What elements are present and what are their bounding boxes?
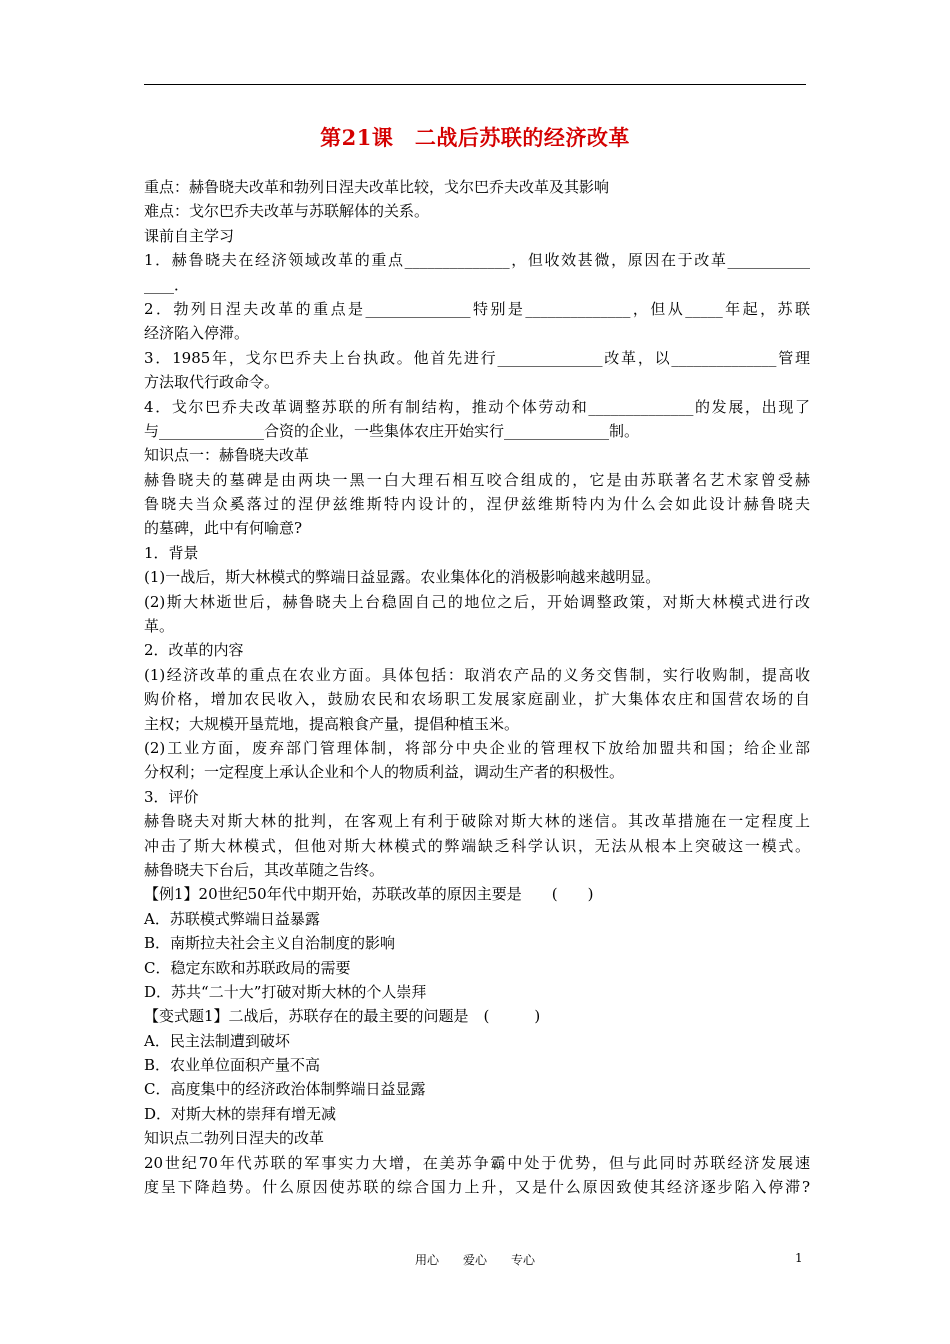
body-line: 主权；大规模开垦荒地，提高粮食产量，提倡种植玉米。: [144, 714, 520, 733]
body-line: ____．: [144, 275, 190, 294]
body-line: 知识点一：赫鲁晓夫改革: [144, 446, 310, 465]
body-line: 方法取代行政命令。: [144, 373, 280, 392]
body-line: 2．勃列日涅夫改革的重点是______________特别是______________，但从_____年起，苏联: [144, 299, 810, 318]
body-line: D．对斯大林的崇拜有增无减: [144, 1104, 337, 1123]
body-line: (2)斯大林逝世后，赫鲁晓夫上台稳固自己的地位之后，开始调整政策，对斯大林模式进行改: [144, 592, 810, 611]
lesson-body: [144, 175, 810, 1199]
body-line: 【例1】20世纪50年代中期开始，苏联改革的原因主要是 ( ): [144, 885, 594, 904]
lesson-title: 第21课 二战后苏联的经济改革: [320, 125, 630, 150]
body-line: 鲁晓夫当众奚落过的涅伊兹维斯特内设计的，涅伊兹维斯特内为什么会如此设计赫鲁晓夫: [144, 495, 810, 514]
body-line: 分权利；一定程度上承认企业和个人的物质利益，调动生产者的积极性。: [144, 763, 625, 782]
body-line: 难点：戈尔巴乔夫改革与苏联解体的关系。: [144, 202, 430, 221]
footer-slogan: 用心 爱心 专心: [414, 1253, 535, 1267]
body-line: 冲击了斯大林模式，但他对斯大林模式的弊端缺乏科学认识，无法从根本上突破这一模式。: [144, 836, 810, 855]
body-line: 赫鲁晓夫下台后，其改革随之告终。: [144, 860, 385, 879]
body-line: 3．评价: [144, 787, 199, 806]
body-line: 重点：赫鲁晓夫改革和勃列日涅夫改革比较，戈尔巴乔夫改革及其影响: [144, 178, 610, 196]
body-line: 4．戈尔巴乔夫改革调整苏联的所有制结构，推动个体劳动和______________的发展，出现了: [144, 397, 810, 416]
body-line: (1)经济改革的重点在农业方面。具体包括：取消农产品的义务交售制，实行收购制，提高收: [144, 665, 810, 684]
body-line: 购价格，增加农民收入，鼓励农民和农场职工发展家庭副业，扩大集体农庄和国营农场的自: [144, 690, 810, 709]
body-line: 1．赫鲁晓夫在经济领域改革的重点______________，但收效甚微，原因在于改革___________: [144, 251, 810, 270]
body-line: 3．1985年，戈尔巴乔夫上台执政。他首先进行______________改革，以______________管理: [144, 348, 810, 367]
body-line: 的墓碑，此中有何喻意?: [144, 519, 303, 538]
body-line: (1)一战后，斯大林模式的弊端日益显露。农业集体化的消极影响越来越明显。: [144, 568, 661, 587]
body-line: 课前自主学习: [144, 226, 235, 245]
body-line: 【变式题1】二战后，苏联存在的最主要的问题是 ( ): [144, 1007, 541, 1026]
body-line: 20世纪70年代苏联的军事实力大增，在美苏争霸中处于优势，但与此同时苏联经济发展速: [144, 1153, 810, 1172]
body-line: B．农业单位面积产量不高: [144, 1056, 321, 1075]
body-line: 经济陷入停滞。: [144, 324, 250, 343]
body-line: C．稳定东欧和苏联政局的需要: [144, 958, 351, 977]
body-line: 与______________合资的企业，一些集体农庄开始实行______________制。: [144, 421, 640, 440]
body-line: A．苏联模式弊端日益暴露: [144, 909, 320, 928]
body-line: A．民主法制遭到破坏: [144, 1031, 290, 1050]
body-line: 革。: [144, 617, 175, 636]
body-line: B．南斯拉夫社会主义自治制度的影响: [144, 934, 396, 953]
body-line: 赫鲁晓夫对斯大林的批判，在客观上有利于破除对斯大林的迷信。其改革措施在一定程度上: [144, 812, 810, 831]
body-line: 2．改革的内容: [144, 641, 244, 660]
body-line: (2)工业方面，废弃部门管理体制，将部分中央企业的管理权下放给加盟共和国；给企业部: [144, 738, 810, 757]
body-line: C．高度集中的经济政治体制弊端日益显露: [144, 1080, 426, 1099]
page-number: 1: [795, 1251, 803, 1265]
body-line: D．苏共“二十大”打破对斯大林的个人崇拜: [144, 982, 427, 1001]
body-line: 赫鲁晓夫的墓碑是由两块一黑一白大理石相互咬合组成的，它是由苏联著名艺术家曾受赫: [144, 470, 810, 489]
body-line: 1．背景: [144, 543, 199, 562]
header-rule: [144, 84, 806, 85]
body-line: 知识点二勃列日涅夫的改革: [144, 1129, 325, 1148]
body-line: 度呈下降趋势。什么原因使苏联的综合国力上升，又是什么原因致使其经济逐步陷入停滞?: [144, 1178, 810, 1197]
